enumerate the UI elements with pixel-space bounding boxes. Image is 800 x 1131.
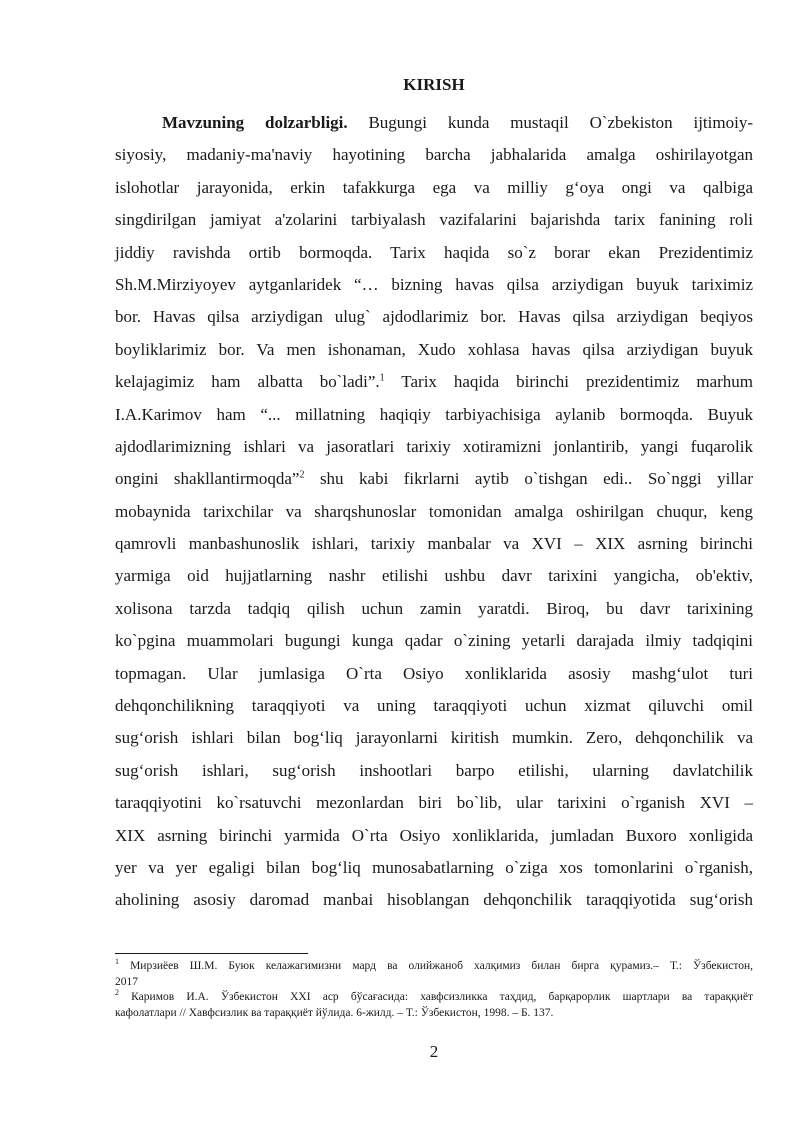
- footnote-1-cont: 2017: [115, 975, 138, 988]
- line-text: Tarix haqida birinchi prezidentimiz marhum: [384, 372, 753, 392]
- paragraph-line: [115, 463, 753, 495]
- footnote-text: Мирзиёев Ш.М. Буюк келажагимизни мард ва олийжаноб халқимиз билан бирга қурамиз.– Т.: Ўзбекистон,: [119, 960, 753, 972]
- paragraph-line: ko`pgina muammolari bugungi kunga qadar o`zining yetarli darajada ilmiy tadqiqini: [115, 631, 753, 651]
- footnote-mark-1: 1: [115, 957, 119, 967]
- paragraph-line: sug‘orish ishlari, sug‘orish inshootlari barpo etilishi, ularning davlatchilik: [115, 760, 753, 780]
- paragraph-line: mobaynida tarixchilar va sharqshunoslar tomonidan amalga oshirilgan chuqur, keng: [115, 501, 753, 521]
- footnote-mark-2: 2: [115, 988, 119, 998]
- paragraph-line: islohotlar jarayonida, erkin tafakkurga ega va milliy g‘oya ongi va qalbiga: [115, 177, 753, 197]
- footnote-2: [115, 990, 753, 1006]
- paragraph-line: xolisona tarzda tadqiq qilish uchun zamin yaratdi. Biroq, bu davr tarixining: [115, 598, 753, 618]
- section-title: KIRISH: [403, 75, 465, 94]
- paragraph-line: [115, 366, 753, 398]
- line-text: shu kabi fikrlarni aytib o`tishgan edi.. So`nggi yillar: [304, 469, 753, 489]
- paragraph-line: ajdodlarimizning ishlari va jasoratlari tarixiy xotiramizni jonlantirib, yangi fuqarolik: [115, 436, 753, 456]
- footnote-text: Каримов И.А. Ўзбекистон XXI аср бўсағасида: хавфсизликка таҳдид, барқарорлик шартлари ва тараққиёт: [119, 991, 753, 1003]
- paragraph-line: I.A.Karimov ham “... millatning haqiqiy tarbiyachisiga aylanib bormoqda. Buyuk: [115, 404, 753, 424]
- lead-heading: Mavzuning dolzarbligi.: [162, 113, 348, 132]
- paragraph-line: sug‘orish ishlari bilan bog‘liq jarayonlarni kiritish mumkin. Zero, dehqonchilik va: [115, 728, 753, 748]
- footnote-separator: [115, 953, 308, 954]
- paragraph-line: Sh.M.Mirziyoyev aytganlaridek “… bizning havas qilsa arziydigan buyuk tariximiz: [115, 274, 753, 294]
- footnote-1: [115, 959, 753, 975]
- paragraph-line: dehqonchilikning taraqqiyoti va uning taraqqiyoti uchun xizmat qiluvchi omil: [115, 696, 753, 716]
- footnotes: [115, 959, 753, 1021]
- footnote-ref-1[interactable]: 1: [379, 372, 385, 384]
- paragraph-line: aholining asosiy daromad manbai hisoblangan dehqonchilik taraqqiyotida sug‘orish: [115, 890, 753, 910]
- paragraph-line: qamrovli manbashunoslik ishlari, tarixiy manbalar va XVI – XIX asrning birinchi: [115, 534, 753, 554]
- paragraph-line: [115, 107, 753, 139]
- line-text: kelajagimiz ham albatta bo`ladi”.: [115, 372, 380, 392]
- page-number: 2: [429, 1042, 439, 1061]
- footnote-ref-2[interactable]: 2: [299, 469, 305, 481]
- paragraph-line: singdirilgan jamiyat a'zolarini tarbiyalash vazifalarini bajarishda tarix fanining roli: [115, 210, 753, 230]
- line-text: ongini shakllantirmoqda”: [115, 469, 300, 489]
- paragraph-line: taraqqiyotini ko`rsatuvchi mezonlardan biri bo`lib, ular tarixini o`rganish XVI –: [115, 793, 753, 813]
- paragraph-line: XIX asrning birinchi yarmida O`rta Osiyo xonliklarida, jumladan Buxoro xonligida: [115, 825, 753, 845]
- footnote-2-cont: кафолатлари // Хавфсизлик ва тараққиёт йўлида. 6-жилд. – Т.: Ўзбекистон, 1998. – Б. 137.: [115, 1006, 554, 1019]
- paragraph-line: bor. Havas qilsa arziydigan ulug` ajdodlarimiz bor. Havas qilsa arziydigan beqiyos: [115, 307, 753, 327]
- paragraph-line: yarmiga oid hujjatlarning nashr etilishi ushbu davr tarixini yangicha, ob'ektiv,: [115, 566, 753, 586]
- paragraph-line: boyliklarimiz bor. Va men ishonaman, Xudo xohlasa havas qilsa arziydigan buyuk: [115, 339, 753, 359]
- body-text: [115, 107, 753, 917]
- paragraph-line: siyosiy, madaniy-ma'naviy hayotining barcha jabhalarida amalga oshirilayotgan: [115, 145, 753, 165]
- paragraph-line: topmagan. Ular jumlasiga O`rta Osiyo xonliklarida asosiy mashg‘ulot turi: [115, 663, 753, 683]
- paragraph-line: yer va yer egaligi bilan bog‘liq munosabatlarning o`ziga xos tomonlarini o`rganish,: [115, 857, 753, 877]
- line-text: Bugungi kunda mustaqil O`zbekiston ijtimoiy-: [347, 113, 753, 132]
- paragraph-line: jiddiy ravishda ortib bormoqda. Tarix haqida so`z borar ekan Prezidentimiz: [115, 242, 753, 262]
